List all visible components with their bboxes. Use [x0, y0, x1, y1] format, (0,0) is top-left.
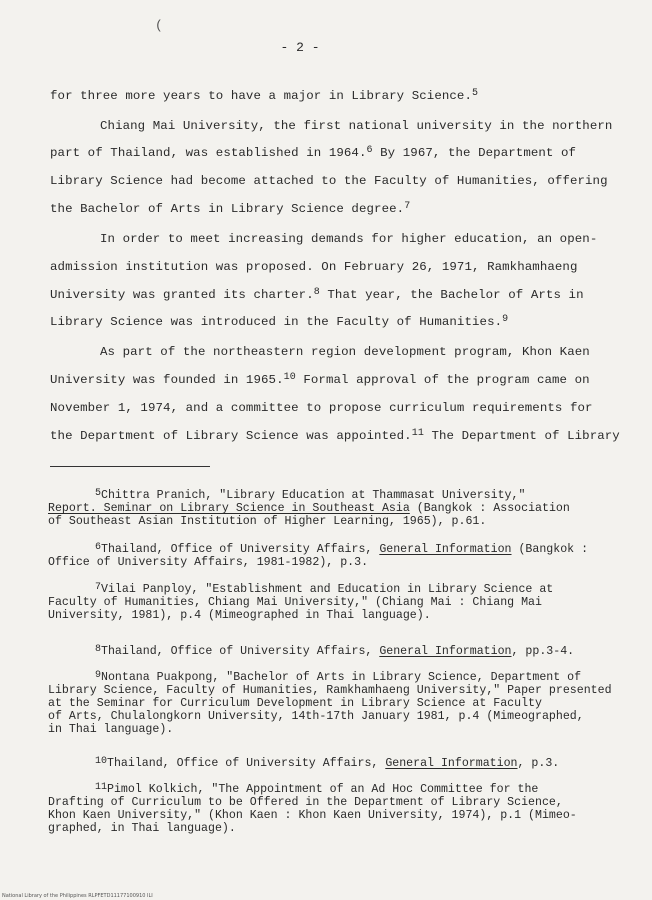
- body-line: admission institution was proposed. On February 26, 1971, Ramkhamhaeng: [50, 260, 578, 274]
- margin-mark: (: [155, 18, 163, 33]
- footnote-10: $^{10}$Thailand, Office of University Affairs, General Information, p.3.: [95, 756, 560, 770]
- footnote-7: $^7$Vilai Panploy, "Establishment and Education in Library Science at Faculty of Humanities, Chiang Mai University," (Chiang Mai : Chiang Mai University, 1981), p.4 (Mimeographed in Thai language).: [48, 582, 554, 622]
- body-line: Library Science was introduced in the Faculty of Humanities.$^9$: [50, 314, 509, 329]
- body-line: the Bachelor of Arts in Library Science degree.$^7$: [50, 201, 411, 216]
- body-line: University was founded in 1965.10 Formal approval of the program came on: [50, 372, 590, 387]
- body-line: November 1, 1974, and a committee to propose curriculum requirements for: [50, 401, 593, 415]
- footnote-separator: [50, 466, 210, 467]
- scan-footer: National Library of the Philippines RLPFETD11177100910 ILI: [2, 893, 153, 899]
- body-line: University was granted its charter.$^8$ That year, the Bachelor of Arts in: [50, 287, 584, 302]
- footnote-9: $^9$Nontana Puakpong, "Bachelor of Arts in Library Science, Department of Library Science, Faculty of Humanities, Ramkhamhaeng University," Paper presented at the Seminar for Curriculum Development in Library Science at Faculty of Arts, Chulalongkorn University, 14th-17th January 1981, p.4 (Mimeographed, in Thai language).: [48, 670, 612, 736]
- body-line: Chiang Mai University, the first national university in the northern: [100, 119, 613, 133]
- body-line: In order to meet increasing demands for higher education, an open-: [100, 232, 598, 246]
- body-line: Library Science had become attached to the Faculty of Humanities, offering: [50, 174, 608, 188]
- footnote-8: $^8$Thailand, Office of University Affairs, General Information, pp.3-4.: [95, 644, 575, 658]
- body-line: the Department of Library Science was appointed.$^{11}$ The Department of Library: [50, 428, 620, 443]
- footnote-6: $^6$Thailand, Office of University Affairs, General Information (Bangkok : Office of University Affairs, 1981-1982), p.3.: [48, 542, 589, 569]
- body-line: for three more years to have a major in Library Science.$^5$: [50, 88, 479, 103]
- body-line: As part of the northeastern region development program, Khon Kaen: [100, 345, 590, 359]
- page-number: - 2 -: [280, 40, 320, 55]
- footnote-11: $^{11}$Pimol Kolkich, "The Appointment of an Ad Hoc Committee for the Drafting of Curriculum to be Offered in the Department of Library Science, Khon Kaen University," (Khon Kaen : Khon Kaen University, 1974), p.1 (Mimeo- graphed, in Thai language).: [48, 782, 577, 835]
- body-line: part of Thailand, was established in 1964.$^6$ By 1967, the Department of: [50, 145, 577, 160]
- footnote-5: $^5$Chittra Pranich, "Library Education at Thammasat University," Report. Seminar on Library Science in Southeast Asia (Bangkok : Association of Southeast Asian Institution of Higher Learning, 1965), p.61.: [48, 488, 570, 528]
